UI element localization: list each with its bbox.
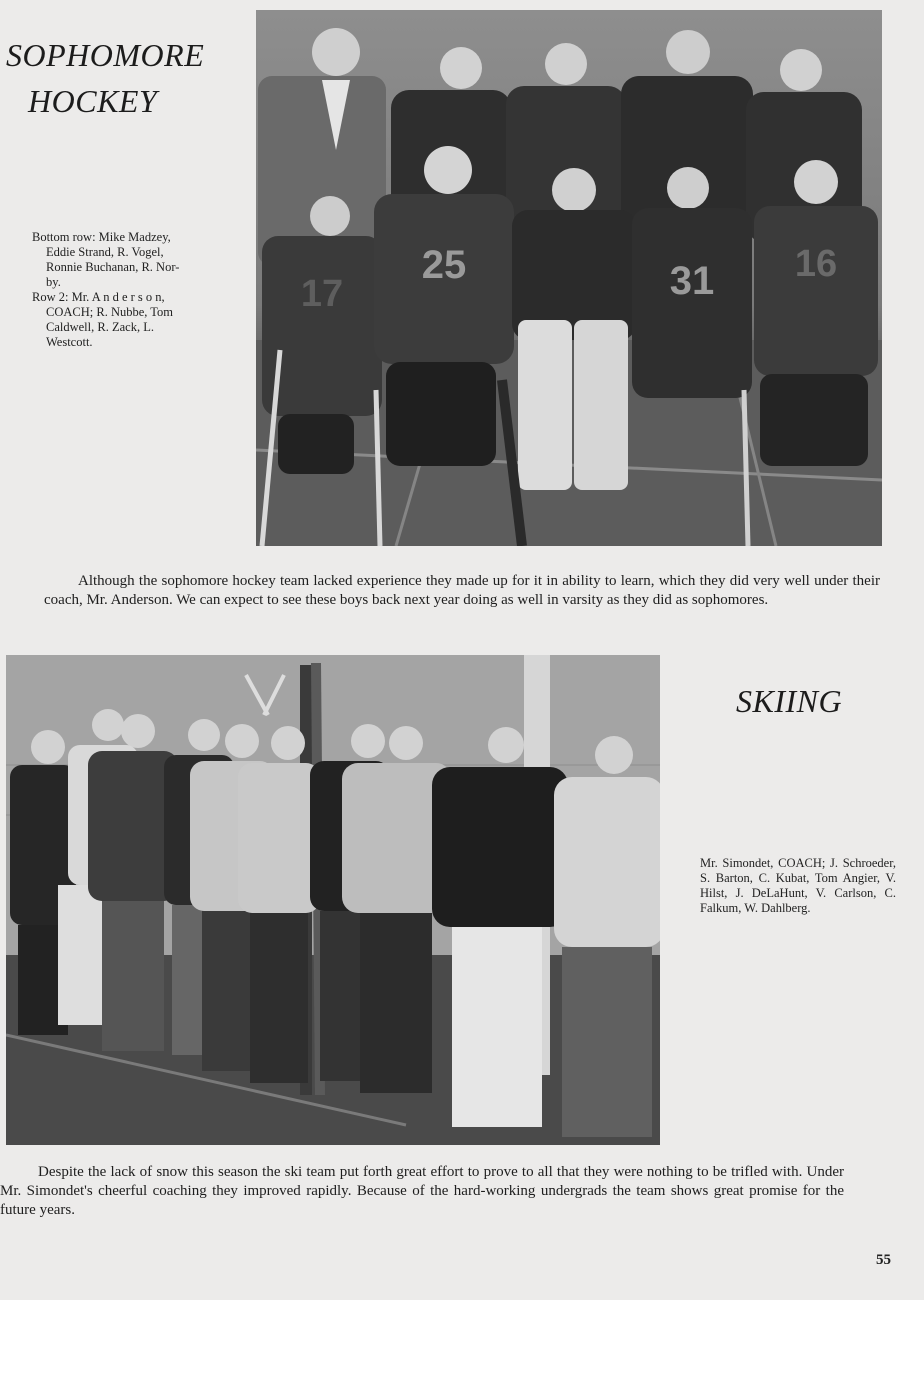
hockey-paragraph: Although the sophomore hockey team lacked experience they made up for it in ability to learn, which they did very well under their coach, Mr. Anderson. We can expect to see these boys back next year doing as well in varsity as they did as sophomores. — [44, 573, 880, 608]
hockey-caption-line: by. — [46, 275, 61, 289]
jersey-number-31: 31 — [669, 259, 715, 303]
skiing-team-photo-art — [6, 655, 660, 1145]
jersey-number-17: 17 — [300, 273, 344, 315]
hockey-caption-line: Caldwell, R. Zack, L. — [46, 320, 154, 334]
hockey-caption-line: COACH; R. Nubbe, Tom — [46, 305, 174, 319]
page-footer-margin — [0, 1300, 924, 1390]
skiing-team-photo — [6, 655, 660, 1145]
hockey-caption — [32, 230, 232, 350]
hockey-caption-line: Ronnie Buchanan, R. Nor- — [46, 260, 180, 274]
hockey-caption-line: Bottom row: Mike Madzey, — [32, 230, 171, 244]
hockey-caption-line: Row 2: Mr. A n d e r s o n, — [32, 290, 165, 304]
jersey-number-25: 25 — [421, 243, 467, 287]
skiing-caption: Mr. Simondet, COACH; J. Schroeder, S. Barton, C. Kubat, Tom Angier, V. Hilst, J. DeLaHunt, V. Carlson, C. Falkum, W. Dahlberg. — [700, 856, 896, 915]
hockey-team-photo-art — [256, 10, 882, 546]
skiing-paragraph: Despite the lack of snow this season the ski team put forth great effort to prove to all that they were nothing to be trifled with. Under Mr. Simondet's cheerful coaching they improved rapidly. Because of the hard-working undergrads the team shows great promise for the future years. — [0, 1164, 844, 1218]
hockey-caption-line: Eddie Strand, R. Vogel, — [46, 245, 164, 259]
hockey-title — [6, 32, 246, 124]
hockey-team-photo — [256, 10, 882, 546]
skiing-title: SKIING — [736, 683, 843, 719]
hockey-title-line2: HOCKEY — [28, 83, 158, 119]
page-number: 55 — [876, 1252, 891, 1268]
hockey-caption-line: Westcott. — [46, 335, 93, 349]
hockey-title-line1: SOPHOMORE — [6, 37, 205, 73]
jersey-number-16: 16 — [794, 243, 838, 285]
